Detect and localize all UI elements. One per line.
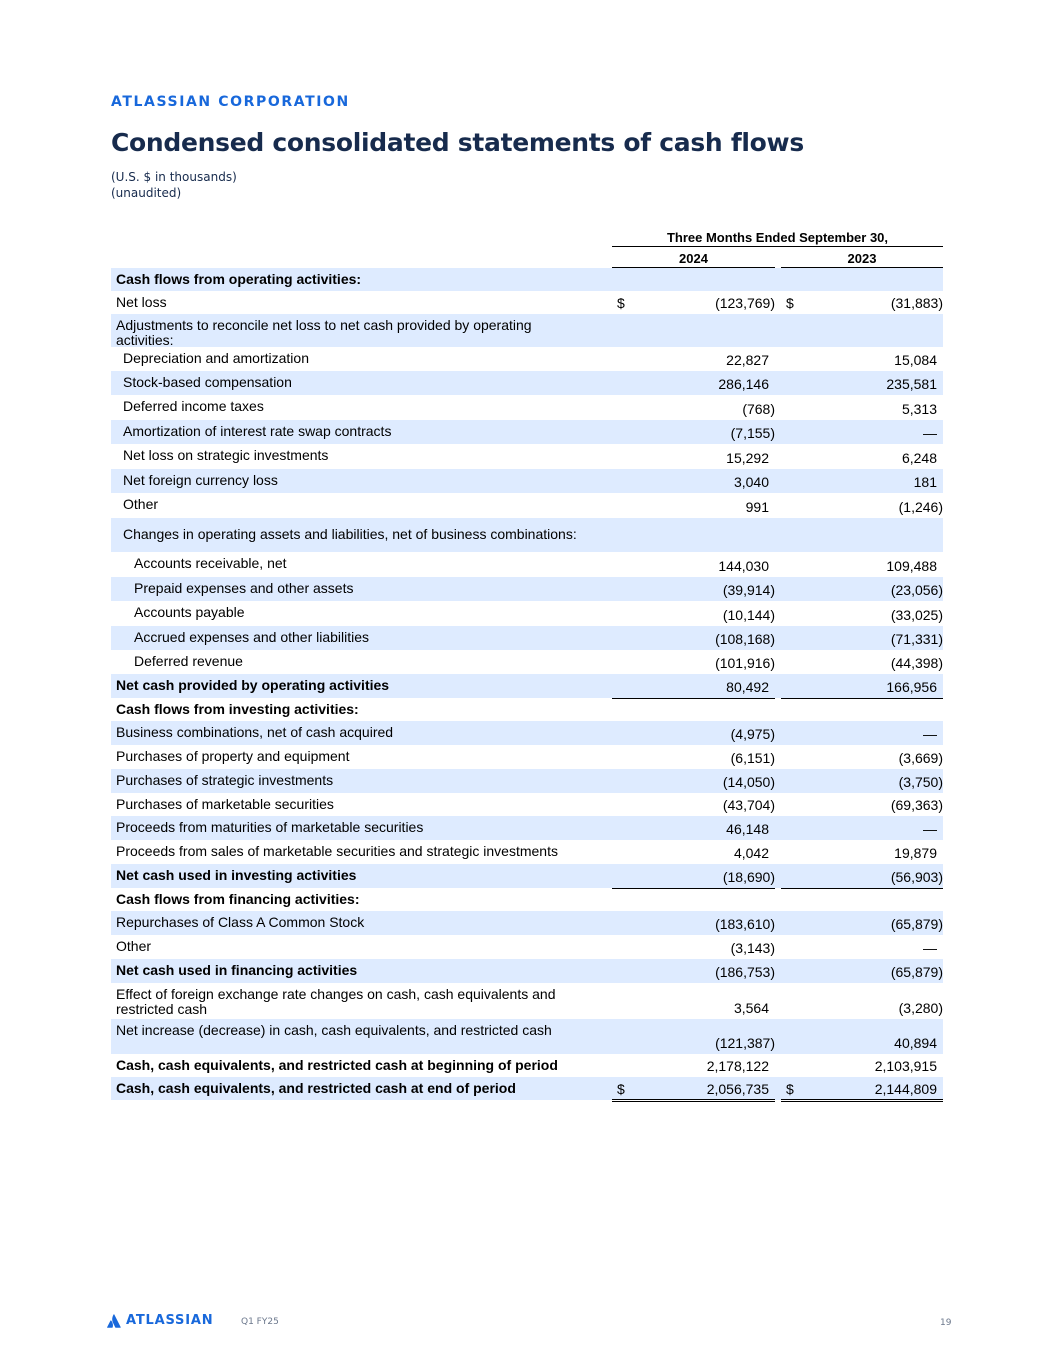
value-2024: (186,753) xyxy=(715,964,775,980)
value-2024: (183,610) xyxy=(715,916,775,932)
footer-quarter: Q1 FY25 xyxy=(241,1317,279,1327)
value-2023: (1,246) xyxy=(898,499,943,515)
row-label: Cash, cash equivalents, and restricted cash at beginning of period xyxy=(116,1057,558,1073)
row-label: Purchases of marketable securities xyxy=(116,796,334,812)
value-2023: (71,331) xyxy=(890,631,943,647)
row-label: Depreciation and amortization xyxy=(123,350,309,366)
row-label: Purchases of strategic investments xyxy=(116,772,334,788)
table-row xyxy=(111,983,943,1019)
cash-flow-table xyxy=(111,268,943,1100)
row-label: Net cash used in investing activities xyxy=(116,867,357,883)
value-2024: (123,769) xyxy=(715,295,775,311)
table-row xyxy=(111,1019,943,1054)
company-name: ATLASSIAN CORPORATION xyxy=(111,94,350,110)
value-2023: 2,144,809 xyxy=(874,1081,937,1097)
row-label: Adjustments to reconcile net loss to net cash provided by operating activities: xyxy=(116,317,532,348)
section-header-row xyxy=(111,268,943,291)
row-label: Cash flows from operating activities: xyxy=(116,271,362,287)
value-2024: 3,040 xyxy=(733,474,769,490)
row-label: Net cash used in financing activities xyxy=(116,962,358,978)
footer-logo xyxy=(107,1313,213,1328)
value-2024: (10,144) xyxy=(722,607,775,623)
value-2024: (6,151) xyxy=(730,750,775,766)
value-2023: (23,056) xyxy=(890,582,943,598)
value-2024: (768) xyxy=(742,401,775,417)
row-label: Changes in operating assets and liabilities, net of business combinations: xyxy=(123,526,577,542)
period-header: Three Months Ended September 30, xyxy=(612,230,943,247)
atlassian-logo-icon xyxy=(107,1314,121,1328)
row-label: Cash flows from financing activities: xyxy=(116,891,360,907)
value-2023: 109,488 xyxy=(886,558,937,574)
row-label: Cash, cash equivalents, and restricted cash at end of period xyxy=(116,1080,516,1096)
value-2023: (65,879) xyxy=(890,916,943,932)
value-2023: (44,398) xyxy=(890,655,943,671)
currency-symbol: $ xyxy=(786,1081,794,1097)
table-row xyxy=(111,420,943,444)
value-2023: 5,313 xyxy=(901,401,937,417)
value-2024: 286,146 xyxy=(718,376,769,392)
value-2024: 144,030 xyxy=(718,558,769,574)
value-2023: — xyxy=(923,821,937,837)
row-label: Proceeds from sales of marketable securities and strategic investments xyxy=(116,843,558,859)
row-label: Net loss xyxy=(116,294,167,310)
value-2023: 166,956 xyxy=(886,679,937,695)
row-label: Net loss on strategic investments xyxy=(123,447,329,463)
value-2023: 235,581 xyxy=(886,376,937,392)
row-label: Accrued expenses and other liabilities xyxy=(134,629,370,645)
footer-brand: ATLASSIAN xyxy=(126,1313,214,1328)
value-2023: 6,248 xyxy=(901,450,937,466)
currency-symbol: $ xyxy=(786,295,794,311)
value-2024: (121,387) xyxy=(715,1035,775,1051)
table-row xyxy=(111,444,943,469)
value-2023: 181 xyxy=(913,474,937,490)
value-2024: (39,914) xyxy=(722,582,775,598)
table-row xyxy=(111,769,943,793)
table-row xyxy=(111,793,943,816)
double-underline xyxy=(612,1099,775,1102)
row-label: Purchases of property and equipment xyxy=(116,748,350,764)
table-row xyxy=(111,840,943,864)
year-column-2023: 2023 xyxy=(781,251,943,268)
value-2024: 15,292 xyxy=(726,450,769,466)
value-2023: 40,894 xyxy=(894,1035,937,1051)
row-label: Other xyxy=(116,938,152,954)
value-2024: (3,143) xyxy=(730,940,775,956)
row-label: Prepaid expenses and other assets xyxy=(134,580,354,596)
value-2023: (3,750) xyxy=(898,774,943,790)
value-2024: 80,492 xyxy=(726,679,769,695)
table-row xyxy=(111,371,943,395)
value-2023: (33,025) xyxy=(890,607,943,623)
row-label: Deferred income taxes xyxy=(123,398,264,414)
table-row xyxy=(111,518,943,552)
table-row xyxy=(111,347,943,371)
table-row xyxy=(111,601,943,626)
value-2023: 15,084 xyxy=(894,352,937,368)
value-2024: 2,178,122 xyxy=(706,1058,769,1074)
section-header-row xyxy=(111,888,943,911)
value-2023: 19,879 xyxy=(894,845,937,861)
value-2023: — xyxy=(923,425,937,441)
row-label: Net foreign currency loss xyxy=(123,472,278,488)
total-row xyxy=(111,1077,943,1100)
value-2024: 22,827 xyxy=(726,352,769,368)
row-label: Business combinations, net of cash acquired xyxy=(116,724,394,740)
table-row xyxy=(111,935,943,959)
value-2024: (43,704) xyxy=(722,797,775,813)
value-2024: 46,148 xyxy=(726,821,769,837)
table-row xyxy=(111,493,943,518)
value-2024: (7,155) xyxy=(730,425,775,441)
row-label: Repurchases of Class A Common Stock xyxy=(116,914,365,930)
value-2023: (56,903) xyxy=(890,869,943,885)
row-label: Other xyxy=(123,496,159,512)
total-row xyxy=(111,1054,943,1077)
value-2023: — xyxy=(923,726,937,742)
row-label: Proceeds from maturities of marketable securities xyxy=(116,819,424,835)
value-2023: (3,669) xyxy=(898,750,943,766)
value-2023: 2,103,915 xyxy=(874,1058,937,1074)
currency-symbol: $ xyxy=(617,1081,625,1097)
row-label: Accounts payable xyxy=(134,604,245,620)
table-row xyxy=(111,911,943,935)
row-label: Net cash provided by operating activities xyxy=(116,677,390,693)
total-row xyxy=(111,674,943,698)
table-row xyxy=(111,650,943,674)
value-2024: (4,975) xyxy=(730,726,775,742)
table-row xyxy=(111,291,943,314)
table-row xyxy=(111,552,943,577)
page-title: Condensed consolidated statements of cash flows xyxy=(111,128,804,157)
units-note: (U.S. $ in thousands) xyxy=(111,170,237,184)
row-label: Effect of foreign exchange rate changes on cash, cash equivalents and restricted cash xyxy=(116,986,556,1017)
row-label: Net increase (decrease) in cash, cash equivalents, and restricted cash xyxy=(116,1022,552,1038)
table-row xyxy=(111,745,943,769)
table-row xyxy=(111,721,943,745)
table-row xyxy=(111,314,943,347)
table-row xyxy=(111,469,943,493)
table-row xyxy=(111,816,943,840)
value-2024: 3,564 xyxy=(733,1000,769,1016)
double-underline xyxy=(781,1099,943,1102)
currency-symbol: $ xyxy=(617,295,625,311)
row-label: Deferred revenue xyxy=(134,653,243,669)
value-2024: 991 xyxy=(745,499,769,515)
audit-note: (unaudited) xyxy=(111,186,182,200)
year-column-2024: 2024 xyxy=(612,251,775,268)
row-label: Accounts receivable, net xyxy=(134,555,287,571)
value-2024: 4,042 xyxy=(733,845,769,861)
row-label: Stock-based compensation xyxy=(123,374,292,390)
value-2023: (69,363) xyxy=(890,797,943,813)
value-2023: (3,280) xyxy=(898,1000,943,1016)
value-2023: — xyxy=(923,940,937,956)
value-2024: (18,690) xyxy=(722,869,775,885)
value-2024: (101,916) xyxy=(715,655,775,671)
row-label: Cash flows from investing activities: xyxy=(116,701,359,717)
value-2023: (65,879) xyxy=(890,964,943,980)
table-row xyxy=(111,577,943,601)
total-row xyxy=(111,864,943,888)
page-number: 19 xyxy=(940,1318,952,1328)
value-2024: 2,056,735 xyxy=(706,1081,769,1097)
value-2024: (108,168) xyxy=(715,631,775,647)
value-2023: (31,883) xyxy=(890,295,943,311)
table-row xyxy=(111,395,943,420)
table-row xyxy=(111,626,943,650)
section-header-row xyxy=(111,698,943,721)
row-label: Amortization of interest rate swap contracts xyxy=(123,423,392,439)
total-row xyxy=(111,959,943,983)
value-2024: (14,050) xyxy=(722,774,775,790)
